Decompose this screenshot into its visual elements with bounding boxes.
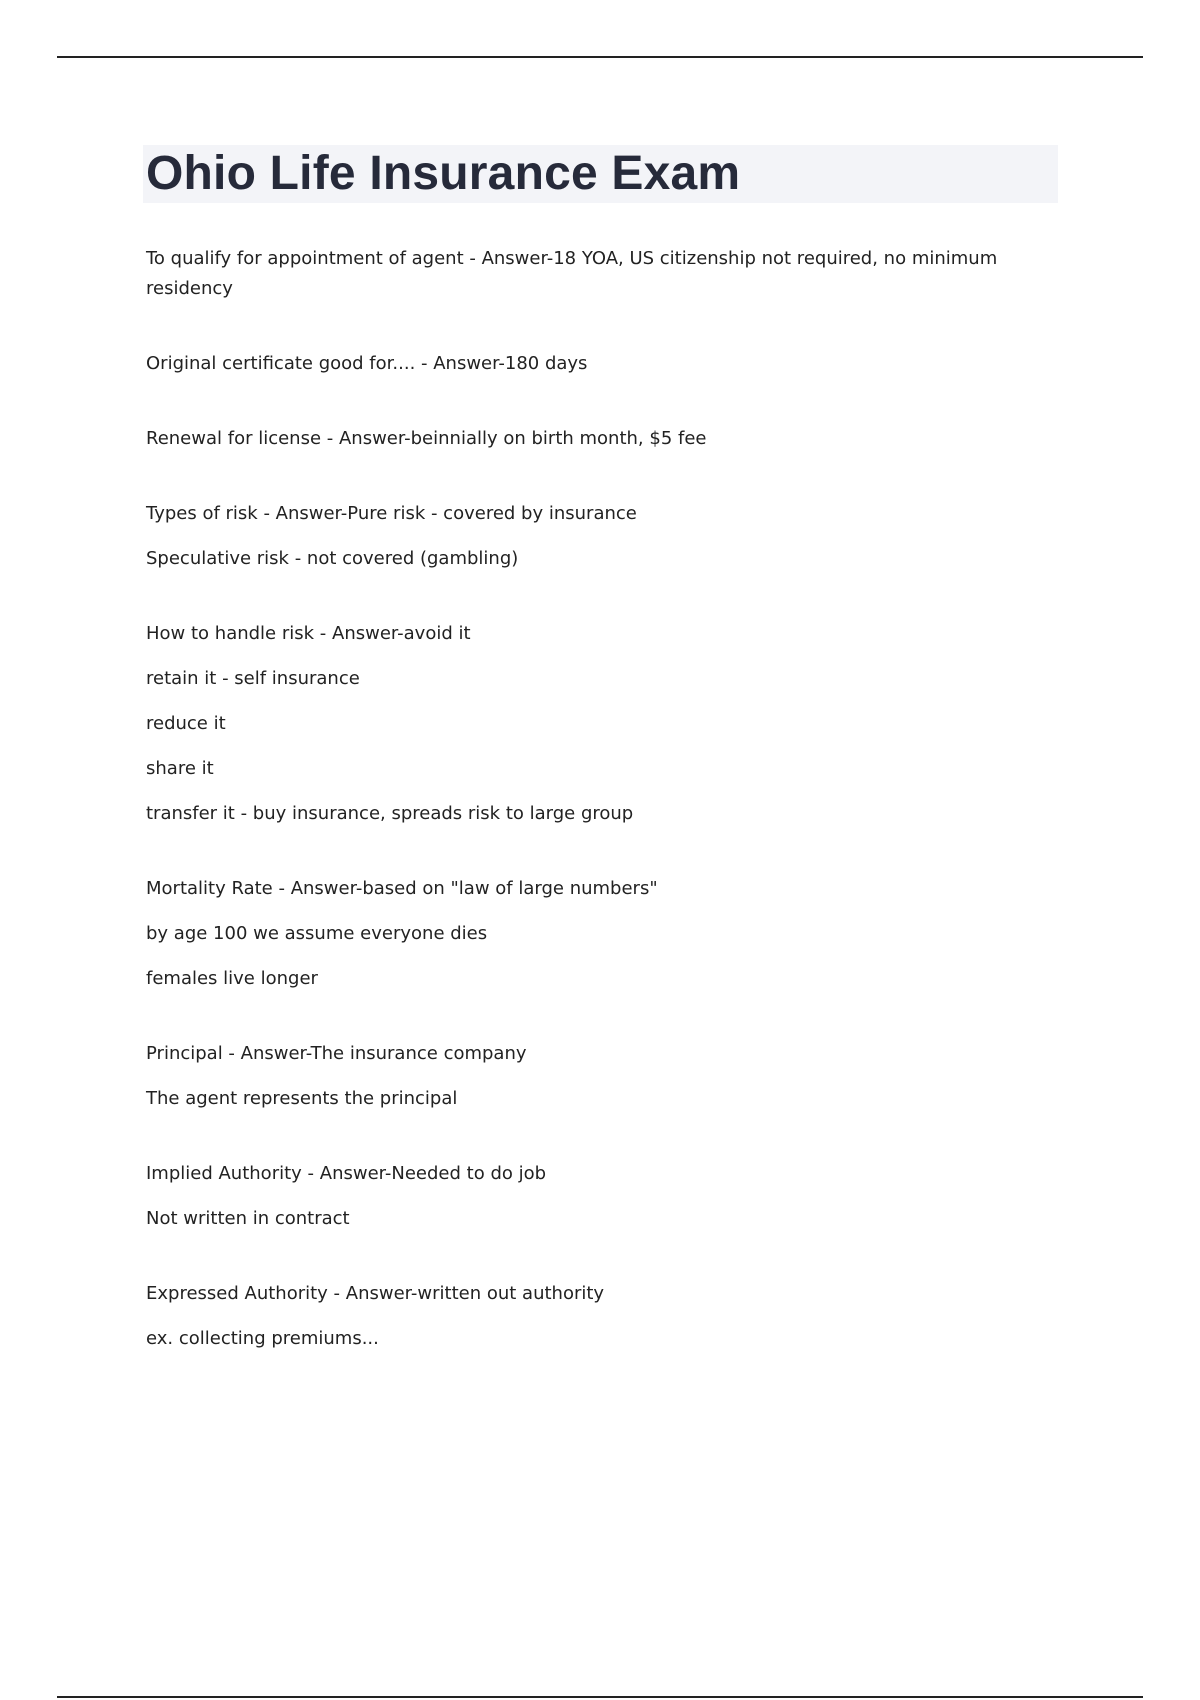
answer-separator: - Answer-: [463, 248, 554, 269]
qa-question: To qualify for appointment of agent: [146, 248, 464, 269]
answer-separator: - Answer-: [327, 1283, 418, 1304]
qa-question: Original certificate good for....: [146, 353, 416, 374]
qa-list: [146, 244, 1026, 1399]
answer-separator: - Answer-: [222, 1043, 311, 1064]
qa-answer-line: Not written in contract: [146, 1208, 350, 1229]
qa-item: [146, 1279, 1026, 1354]
qa-answer-line: The agent represents the principal: [146, 1088, 458, 1109]
qa-item: [146, 1159, 1026, 1234]
qa-question-line: [146, 424, 1026, 454]
page-title: Ohio Life Insurance Exam: [146, 147, 741, 200]
qa-question: Mortality Rate: [146, 878, 273, 899]
qa-answer-line: share it: [146, 758, 214, 779]
qa-answer-line: ex. collecting premiums...: [146, 1328, 379, 1349]
qa-question-line: [146, 1279, 1026, 1309]
answer-separator: - Answer-: [415, 353, 505, 374]
qa-item: [146, 1039, 1026, 1114]
qa-question-line: [146, 1039, 1026, 1069]
qa-question: Renewal for license: [146, 428, 322, 449]
qa-item: [146, 619, 1026, 829]
qa-answer-line: females live longer: [146, 968, 318, 989]
qa-question-line: [146, 499, 1026, 529]
qa-question: Types of risk: [146, 503, 258, 524]
qa-question: How to handle risk: [146, 623, 315, 644]
qa-question: Principal: [146, 1043, 223, 1064]
qa-answer-line: reduce it: [146, 713, 226, 734]
qa-item: [146, 244, 1026, 304]
qa-answer-line: retain it - self insurance: [146, 668, 360, 689]
answer-separator: - Answer-: [272, 878, 363, 899]
qa-answer: 180 days: [504, 353, 588, 374]
qa-answer: beinnially on birth month, $5 fee: [410, 428, 707, 449]
qa-answer: based on "law of large numbers": [362, 878, 658, 899]
qa-answer: avoid it: [403, 623, 471, 644]
answer-separator: - Answer-: [314, 623, 404, 644]
qa-answer: written out authority: [417, 1283, 605, 1304]
qa-answer: Needed to do job: [391, 1163, 547, 1184]
qa-question-line: [146, 1159, 1026, 1189]
qa-question-line: [146, 244, 1026, 304]
qa-question-line: [146, 874, 1026, 904]
top-rule: [57, 56, 1143, 58]
qa-answer-line: by age 100 we assume everyone dies: [146, 923, 488, 944]
answer-separator: - Answer-: [257, 503, 348, 524]
qa-item: [146, 424, 1026, 454]
qa-question-line: [146, 349, 1026, 379]
qa-answer-line: Speculative risk - not covered (gambling): [146, 548, 519, 569]
qa-item: [146, 499, 1026, 574]
qa-item: [146, 874, 1026, 994]
qa-answer: The insurance company: [310, 1043, 527, 1064]
qa-item: [146, 349, 1026, 379]
bottom-rule: [57, 1696, 1143, 1698]
qa-answer-line: transfer it - buy insurance, spreads risk to large group: [146, 803, 634, 824]
answer-separator: - Answer-: [301, 1163, 392, 1184]
qa-question: Expressed Authority: [146, 1283, 328, 1304]
qa-question: Implied Authority: [146, 1163, 302, 1184]
qa-answer: 18 YOA, US citizenship not required, no minimum residency: [146, 248, 998, 299]
qa-answer: Pure risk - covered by insurance: [347, 503, 637, 524]
qa-question-line: [146, 619, 1026, 649]
answer-separator: - Answer-: [321, 428, 411, 449]
